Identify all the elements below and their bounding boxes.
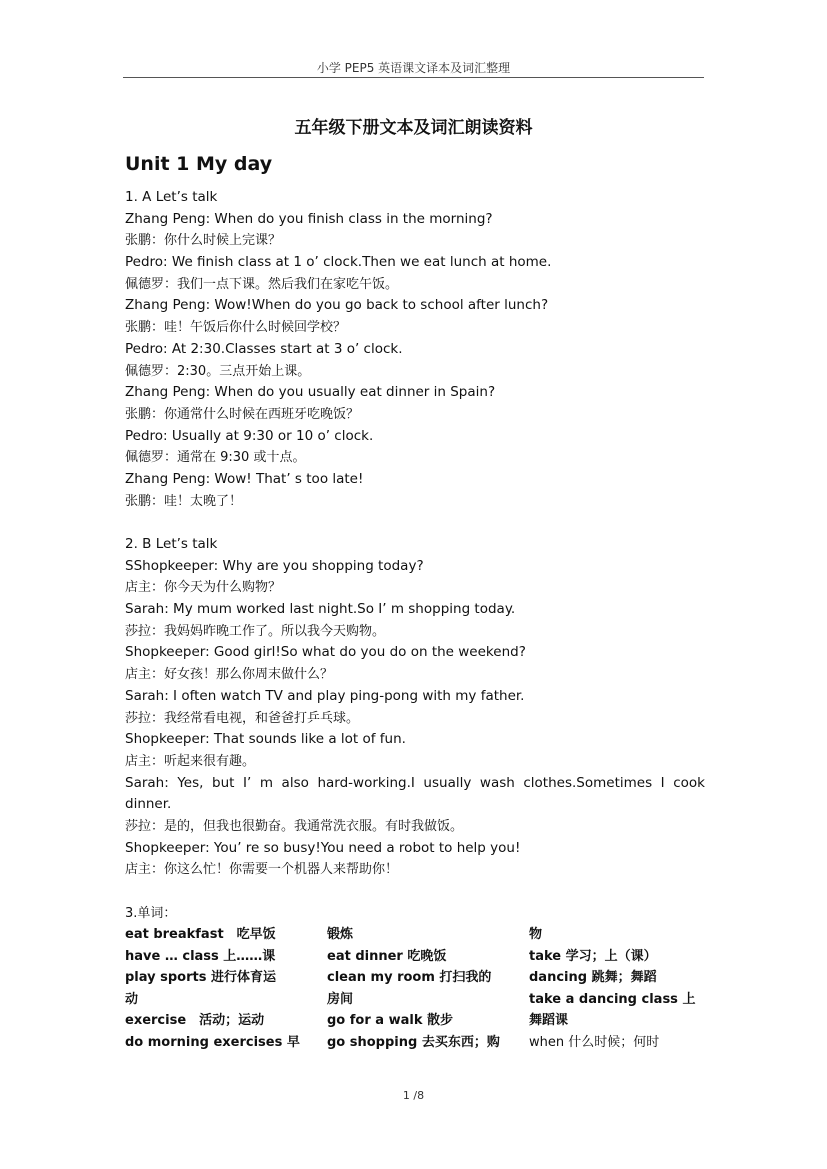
text-line: 3.单词： (125, 905, 177, 921)
text-line: SShopkeeper: Why are you shopping today? (125, 557, 424, 574)
text-line: 佩德罗：2:30。三点开始上课。 (125, 363, 311, 379)
text-line: 佩德罗：我们一点下课。然后我们在家吃午饭。 (125, 276, 399, 292)
text-line: 张鹏：哇！太晚了！ (125, 493, 243, 509)
text-line: Pedro: At 2:30.Classes start at 3 o’ clock. (125, 340, 403, 357)
text-line: Zhang Peng: Wow! That’ s too late! (125, 470, 364, 487)
text-line: Shopkeeper: That sounds like a lot of fun. (125, 731, 406, 748)
text-line: 店主：听起来很有趣。 (125, 753, 256, 769)
text-line: 张鹏：哇！午饭后你什么时候回学校？ (125, 320, 347, 336)
page-header: 小学 PEP5 英语课文译本及词汇整理 (316, 61, 511, 75)
text-line: Sarah: My mum worked last night.So I’ m shopping today. (125, 601, 516, 618)
blank-line (125, 512, 705, 534)
text-line: Sarah: I often watch TV and play ping-pong with my father. (125, 687, 525, 704)
text-line: Pedro: We finish class at 1 o’ clock.Then we eat lunch at home. (125, 254, 552, 271)
text-line: Shopkeeper: You’ re so busy!You need a robot to help you! (125, 839, 521, 856)
vocab-column (529, 924, 705, 1053)
vocab-item: take 学习；上（课） (529, 948, 657, 964)
text-line: 莎拉：我经常看电视，和爸爸打乒乓球。 (125, 710, 360, 726)
text-line: Pedro: Usually at 9:30 or 10 o’ clock. (125, 427, 374, 444)
vocab-column (125, 924, 327, 1053)
text-line: 2. B Let’s talk (125, 536, 218, 552)
page-number: 1 /8 (402, 1089, 425, 1102)
text-line: 莎拉：我妈妈昨晚工作了。所以我今天购物。 (125, 623, 386, 639)
vocab-item: 动 (125, 991, 139, 1007)
text-line: 佩德罗：通常在 9:30 或十点。 (125, 450, 306, 466)
header-divider (123, 77, 704, 78)
vocab-item: play sports 进行体育运 (125, 970, 276, 985)
text-line: 店主：你今天为什么购物？ (125, 580, 282, 596)
text-line: Shopkeeper: Good girl!So what do you do on the weekend? (125, 644, 526, 661)
vocab-item: when 什么时候；何时 (529, 1034, 660, 1050)
dialogue-text (125, 187, 705, 924)
text-line: 莎拉：是的，但我也很勤奋。我通常洗衣服。有时我做饭。 (125, 818, 464, 834)
vocab-item: 锻炼 (327, 927, 354, 942)
vocab-item: eat dinner 吃晚饭 (327, 948, 447, 964)
vocab-item: go shopping 去买东西；购 (327, 1034, 500, 1050)
vocab-item: have … class 上……课 (125, 948, 276, 964)
vocab-item: eat breakfast 吃早饭 (125, 927, 276, 942)
vocabulary-list (125, 924, 705, 1053)
text-line: 店主：你这么忙！你需要一个机器人来帮助你！ (125, 862, 399, 878)
vocab-item: go for a walk 散步 (327, 1013, 453, 1028)
vocab-item: 房间 (327, 991, 354, 1007)
text-line: 1. A Let’s talk (125, 189, 218, 205)
vocab-item: 舞蹈课 (529, 1013, 569, 1028)
vocab-item: 物 (529, 927, 543, 942)
unit-heading: Unit 1 My day (125, 153, 273, 175)
document-title: 五年级下册文本及词汇朗读资料 (294, 118, 533, 138)
text-line: Zhang Peng: When do you usually eat dinner in Spain? (125, 384, 496, 401)
vocab-item: do morning exercises 早 (125, 1034, 300, 1050)
text-line: Zhang Peng: Wow!When do you go back to school after lunch? (125, 297, 549, 314)
blank-line (125, 881, 705, 903)
vocab-column (327, 924, 529, 1053)
text-line: Sarah: Yes, but I’ m also hard-working.I usually wash clothes.Sometimes I cook (125, 774, 705, 791)
vocab-item: take a dancing class 上 (529, 991, 696, 1007)
vocab-item: dancing 跳舞；舞蹈 (529, 970, 657, 985)
text-line: Zhang Peng: When do you finish class in the morning? (125, 210, 493, 227)
text-line: 张鹏：你通常什么时候在西班牙吃晚饭？ (125, 406, 360, 422)
text-line: 张鹏：你什么时候上完课？ (125, 233, 282, 249)
text-line: dinner. (125, 796, 172, 813)
text-line: 店主：好女孩！那么你周末做什么？ (125, 667, 334, 683)
vocab-item: clean my room 打扫我的 (327, 970, 492, 985)
vocab-item: exercise 活动；运动 (125, 1013, 265, 1028)
